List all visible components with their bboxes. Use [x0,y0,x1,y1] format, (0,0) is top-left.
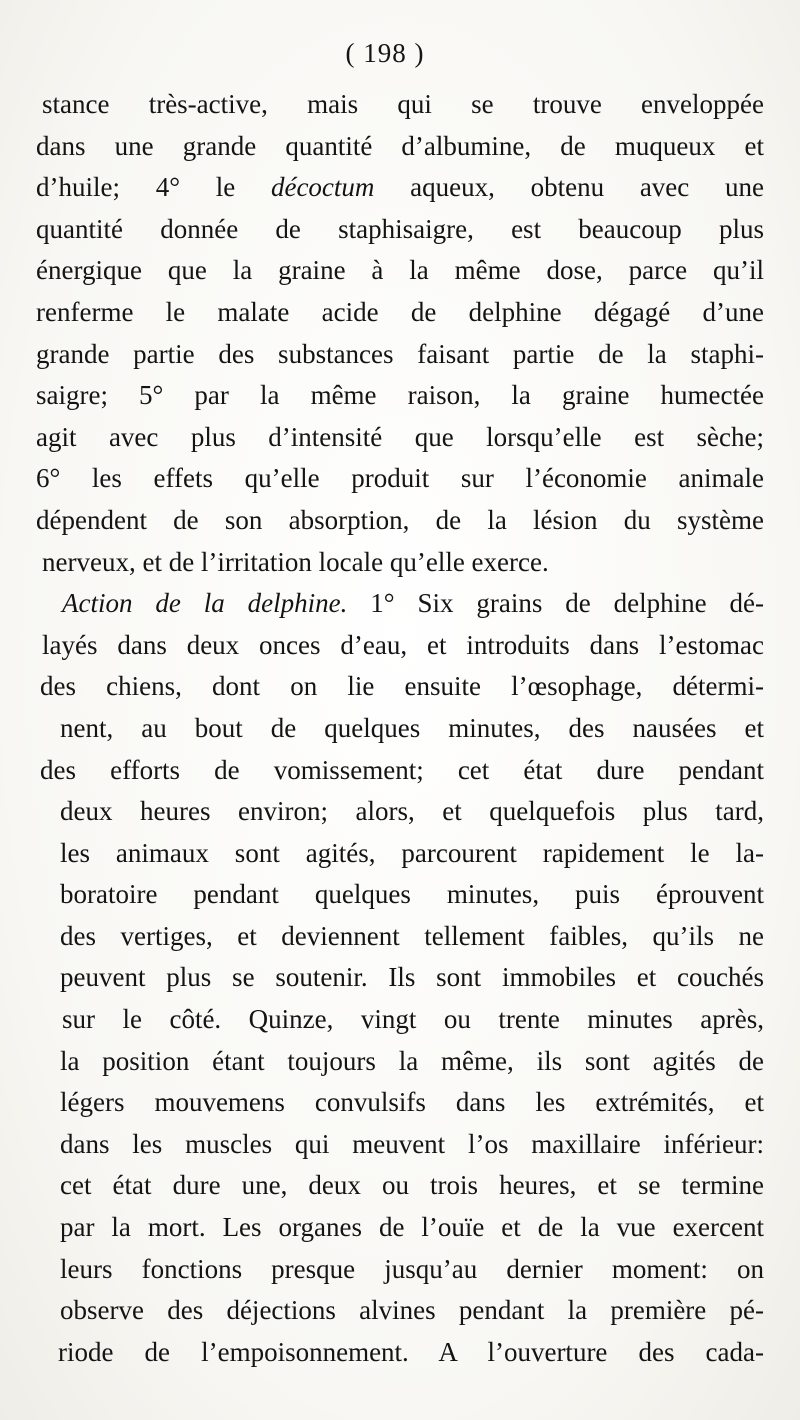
text-segment: saigre; 5° par la même raison, la graine humectée [36,380,764,411]
text-line [36,583,764,625]
text-segment: dans les muscles qui meuvent l’os maxillaire inférieur: [60,1128,764,1159]
text-segment: layés dans deux onces d’eau, et introduits dans l’estomac [42,629,764,660]
text-line [36,500,764,542]
text-line [36,167,764,209]
text-line [36,957,764,999]
text-segment: 1° Six grains de delphine dé- [347,588,765,619]
text-line [36,292,764,334]
text-segment: quantité donnée de staphisaigre, est beaucoup plus [36,213,764,244]
text-line [36,833,764,875]
text-segment: des vertiges, et deviennent tellement faibles, qu’ils ne [60,920,764,951]
text-line [36,209,764,251]
text-segment: agit avec plus d’intensité que lorsqu’elle est sèche; [36,421,764,452]
text-segment: nent, au bout de quelques minutes, des nausées et [60,712,764,743]
italic-text: Action de la delphine. [62,588,348,619]
text-line [36,1332,764,1374]
page-number: ( 198 ) [345,38,425,68]
text-line [36,1124,764,1166]
text-line [36,666,764,708]
text-segment: cet état dure une, deux ou trois heures, et se termine [60,1170,764,1201]
text-segment: légers mouvemens convulsifs dans les extrémités, et [60,1087,764,1118]
text-segment: la position étant toujours la même, ils sont agités de [60,1045,764,1076]
text-line [36,126,764,168]
text-line [36,999,764,1041]
text-line [36,1290,764,1332]
text-segment: dans une grande quantité d’albumine, de muqueux et [36,130,764,161]
text-line [36,1165,764,1207]
text-line [36,1082,764,1124]
text-segment: 6° les effets qu’elle produit sur l’économie animale [36,463,764,494]
text-line [36,250,764,292]
text-segment: aqueux, obtenu avec une [374,172,764,203]
text-line [36,874,764,916]
text-segment: dépendent de son absorption, de la lésion du système [36,504,764,535]
text-segment: grande partie des substances faisant partie de la staphi- [36,338,764,369]
text-segment: sur le côté. Quinze, vingt ou trente minutes après, [62,1004,764,1035]
body-text [36,84,764,1373]
text-line [36,542,764,584]
text-segment: renferme le malate acide de delphine dégagé d’une [36,296,764,327]
text-line [36,417,764,459]
text-line [36,458,764,500]
text-segment: leurs fonctions presque jusqu’au dernier moment: on [60,1253,764,1284]
text-segment: les animaux sont agités, parcourent rapidement le la- [60,837,764,868]
text-line [36,708,764,750]
text-segment: d’huile; 4° le [36,172,271,203]
text-segment: boratoire pendant quelques minutes, puis éprouvent [60,879,764,910]
text-line [36,1207,764,1249]
text-line [36,1249,764,1291]
text-segment: riode de l’empoisonnement. A l’ouverture des cada- [58,1336,764,1367]
text-segment: des chiens, dont on lie ensuite l’œsophage, détermi- [40,671,764,702]
text-line [36,334,764,376]
text-segment: des efforts de vomissement; cet état dure pendant [40,754,764,785]
italic-text: décoctum [270,172,375,203]
text-segment: par la mort. Les organes de l’ouïe et de la vue exercent [60,1212,764,1243]
text-line [36,625,764,667]
text-line [36,84,764,126]
text-segment: peuvent plus se soutenir. Ils sont immobiles et couchés [60,962,764,993]
text-segment: énergique que la graine à la même dose, parce qu’il [36,255,764,286]
text-segment: observe des déjections alvines pendant la première pé- [60,1295,764,1326]
text-segment: stance très-active, mais qui se trouve enveloppée [42,89,764,119]
text-line [36,750,764,792]
text-line [36,791,764,833]
text-segment: nerveux, et de l’irritation locale qu’elle exerce. [42,546,549,577]
text-line [36,916,764,958]
text-segment: deux heures environ; alors, et quelquefois plus tard, [60,796,764,827]
text-line [36,1041,764,1083]
text-line [36,375,764,417]
